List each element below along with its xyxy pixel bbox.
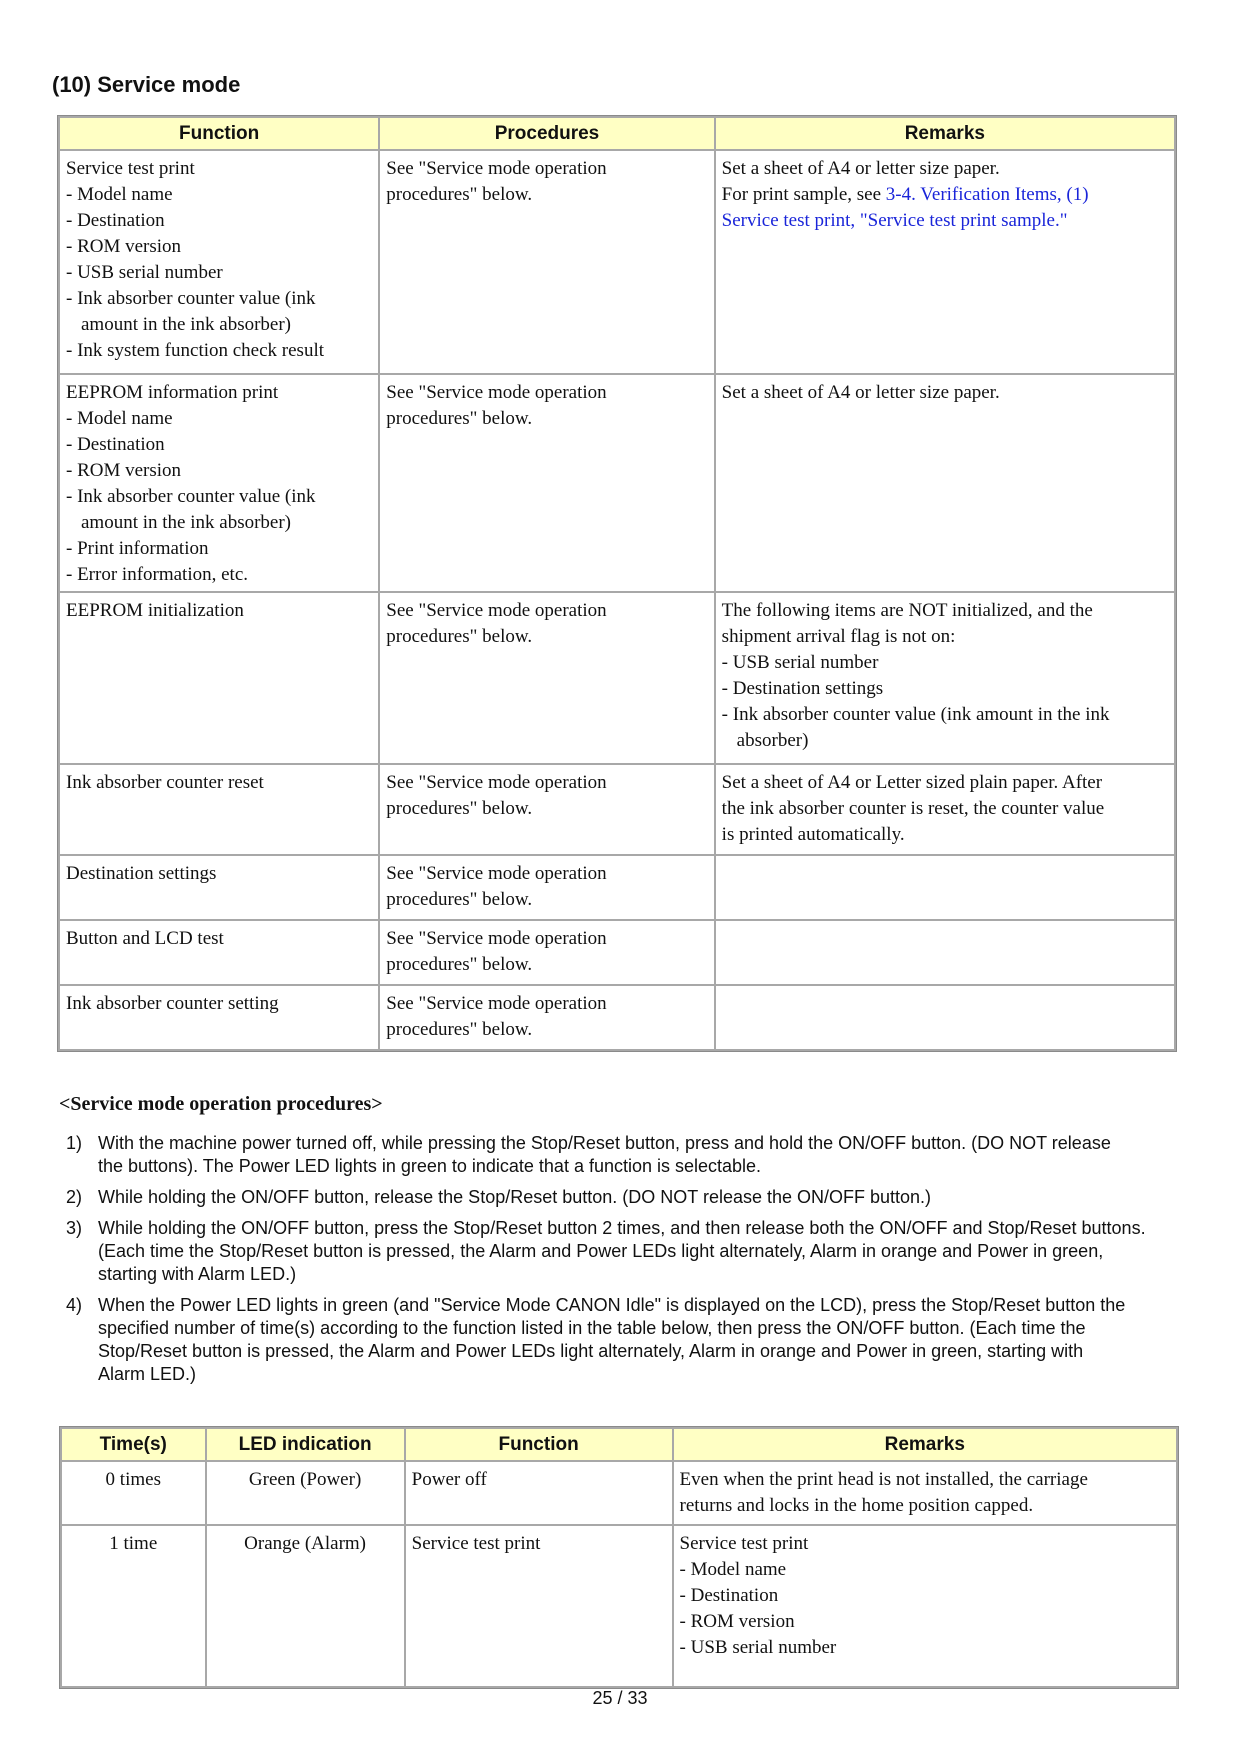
table-header-row [62,1429,1176,1460]
section-title: (10) Service mode [52,72,241,97]
header-procedures: Procedures [380,118,713,149]
remarks-cell [716,856,1174,919]
list-item: 3) While holding the ON/OFF button, press the Stop/Reset button 2 times, and then release both the ON/OFF and Stop/Reset buttons. (Each time the Stop/Reset button is pressed, the Alarm and Power LEDs light alternately, Alarm in orange and Power in green, starting with Alarm LED.) [66,1218,1146,1284]
header-remarks: Remarks [716,118,1174,149]
table-row [60,921,1174,984]
led-cell: Green (Power) [207,1462,404,1524]
remarks-cell: Set a sheet of A4 or Letter sized plain paper. After the ink absorber counter is reset, the counter value is printed automatically. [716,765,1174,854]
procedures-cell: See "Service mode operation procedures" below. [380,151,713,373]
led-indication-table [59,1426,1179,1689]
list-item: 1) With the machine power turned off, while pressing the Stop/Reset button, press and hold the ON/OFF button. (DO NOT release the buttons). The Power LED lights in green to indicate that a function is selectable. [66,1133,1111,1176]
table-row [60,986,1174,1049]
table-row [62,1526,1176,1686]
list-item: 2) While holding the ON/OFF button, release the Stop/Reset button. (DO NOT release the ON/OFF button.) [66,1187,932,1207]
procedures-cell: See "Service mode operation procedures" below. [380,375,713,591]
function-cell: Destination settings [60,856,378,919]
remarks-cell [716,921,1174,984]
function-cell: Button and LCD test [60,921,378,984]
service-test-print-sample-link[interactable]: Service test print, "Service test print sample." [721,210,1068,231]
remarks-cell: The following items are NOT initialized, and the shipment arrival flag is not on: - USB serial number - Destination settings - Ink absorber counter value (ink amount in the ink absorber) [716,593,1174,763]
procedures-cell: See "Service mode operation procedures" below. [380,765,713,854]
table-row [60,856,1174,919]
table-header-row [60,118,1174,149]
function-cell: Power off [406,1462,672,1524]
remarks-cell: Service test print - Model name - Destination - ROM version - USB serial number [674,1526,1176,1686]
led-cell: Orange (Alarm) [207,1526,404,1686]
function-cell: Ink absorber counter reset [60,765,378,854]
procedures-cell: See "Service mode operation procedures" below. [380,856,713,919]
header-times: Time(s) [62,1429,205,1460]
procedures-cell: See "Service mode operation procedures" below. [380,986,713,1049]
page-number: 25 / 33 [592,1688,648,1708]
times-cell: 0 times [62,1462,205,1524]
remarks-cell: Set a sheet of A4 or letter size paper. For print sample, see 3-4. Verification Items, (1) Service test print, "Service test print sample." [716,151,1174,373]
remarks-cell [716,986,1174,1049]
function-cell: EEPROM information print - Model name - Destination - ROM version - Ink absorber counter value (ink amount in the ink absorber) - Print information - Error information, etc. [60,375,378,591]
table-row [60,765,1174,854]
table-row [60,593,1174,763]
table-row [62,1462,1176,1524]
table-row [60,151,1174,373]
procedures-heading: <Service mode operation procedures> [59,1093,383,1115]
procedures-cell: See "Service mode operation procedures" below. [380,593,713,763]
header-function: Function [406,1429,672,1460]
header-led-indication: LED indication [207,1429,404,1460]
header-remarks: Remarks [674,1429,1176,1460]
times-cell: 1 time [62,1526,205,1686]
service-mode-function-table [57,115,1177,1052]
function-cell: Service test print [406,1526,672,1686]
function-cell: Service test print - Model name - Destination - ROM version - USB serial number - Ink absorber counter value (ink amount in the ink absorber) - Ink system function check result [60,151,378,373]
function-cell: EEPROM initialization [60,593,378,763]
verification-items-link[interactable]: 3-4. Verification Items, (1) [885,184,1089,205]
remarks-cell: Set a sheet of A4 or letter size paper. [716,375,1174,591]
remarks-cell: Even when the print head is not installed, the carriage returns and locks in the home position capped. [674,1462,1176,1524]
list-item: 4) When the Power LED lights in green (and "Service Mode CANON Idle" is displayed on the LCD), press the Stop/Reset button the specified number of time(s) according to the function listed in the table below, then press the ON/OFF button. (Each time the Stop/Reset button is pressed, the Alarm and Power LEDs light alternately, Alarm in orange and Power in green, starting with Alarm LED.) [66,1295,1126,1384]
procedure-steps-list [66,1132,1216,1394]
function-cell: Ink absorber counter setting [60,986,378,1049]
procedures-cell: See "Service mode operation procedures" below. [380,921,713,984]
table-row [60,375,1174,591]
header-function: Function [60,118,378,149]
